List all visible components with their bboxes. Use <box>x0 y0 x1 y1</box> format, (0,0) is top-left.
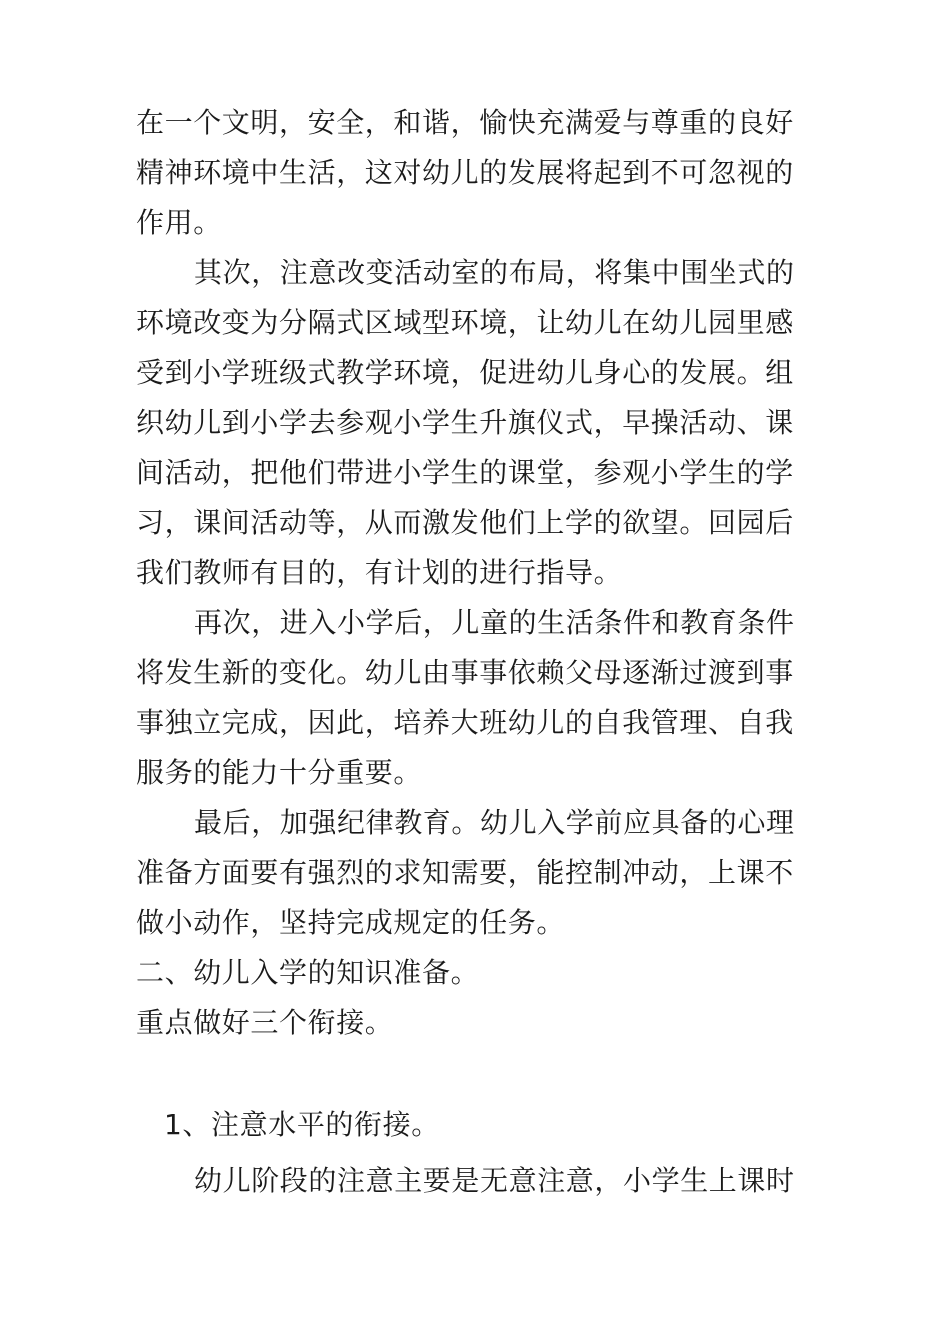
text-line: 精神环境中生活，这对幼儿的发展将起到不可忽视的 <box>136 156 794 189</box>
text-line: 环境改变为分隔式区域型环境，让幼儿在幼儿园里感 <box>136 306 794 339</box>
text-line: 织幼儿到小学去参观小学生升旗仪式，早操活动、课 <box>136 406 794 439</box>
numbered-heading: 1、注意水平的衔接。 <box>164 1108 440 1141</box>
text-line: 间活动，把他们带进小学生的课堂，参观小学生的学 <box>136 456 794 489</box>
text-line: 作用。 <box>136 206 222 239</box>
text-line: 准备方面要有强烈的求知需要，能控制冲动，上课不 <box>136 856 794 889</box>
text-line: 服务的能力十分重要。 <box>136 756 423 789</box>
text-line: 做小动作，坚持完成规定的任务。 <box>136 906 566 939</box>
text-line: 习，课间活动等，从而激发他们上学的欲望。回园后 <box>136 506 794 539</box>
paragraph-start: 其次，注意改变活动室的布局，将集中围坐式的 <box>194 256 795 289</box>
text-line: 受到小学班级式教学环境，促进幼儿身心的发展。组 <box>136 356 794 389</box>
text-line: 将发生新的变化。幼儿由事事依赖父母逐渐过渡到事 <box>136 656 794 689</box>
paragraph-start: 最后，加强纪律教育。幼儿入学前应具备的心理 <box>194 806 795 839</box>
paragraph-start: 再次，进入小学后，儿童的生活条件和教育条件 <box>194 606 795 639</box>
text-line: 我们教师有目的，有计划的进行指导。 <box>136 556 623 589</box>
text-line: 重点做好三个衔接。 <box>136 1006 394 1039</box>
text-line: 事独立完成，因此，培养大班幼儿的自我管理、自我 <box>136 706 794 739</box>
section-heading: 二、幼儿入学的知识准备。 <box>136 956 480 989</box>
text-line: 在一个文明，安全，和谐，愉快充满爱与尊重的良好 <box>136 106 794 139</box>
paragraph-start: 幼儿阶段的注意主要是无意注意，小学生上课时 <box>194 1164 795 1197</box>
